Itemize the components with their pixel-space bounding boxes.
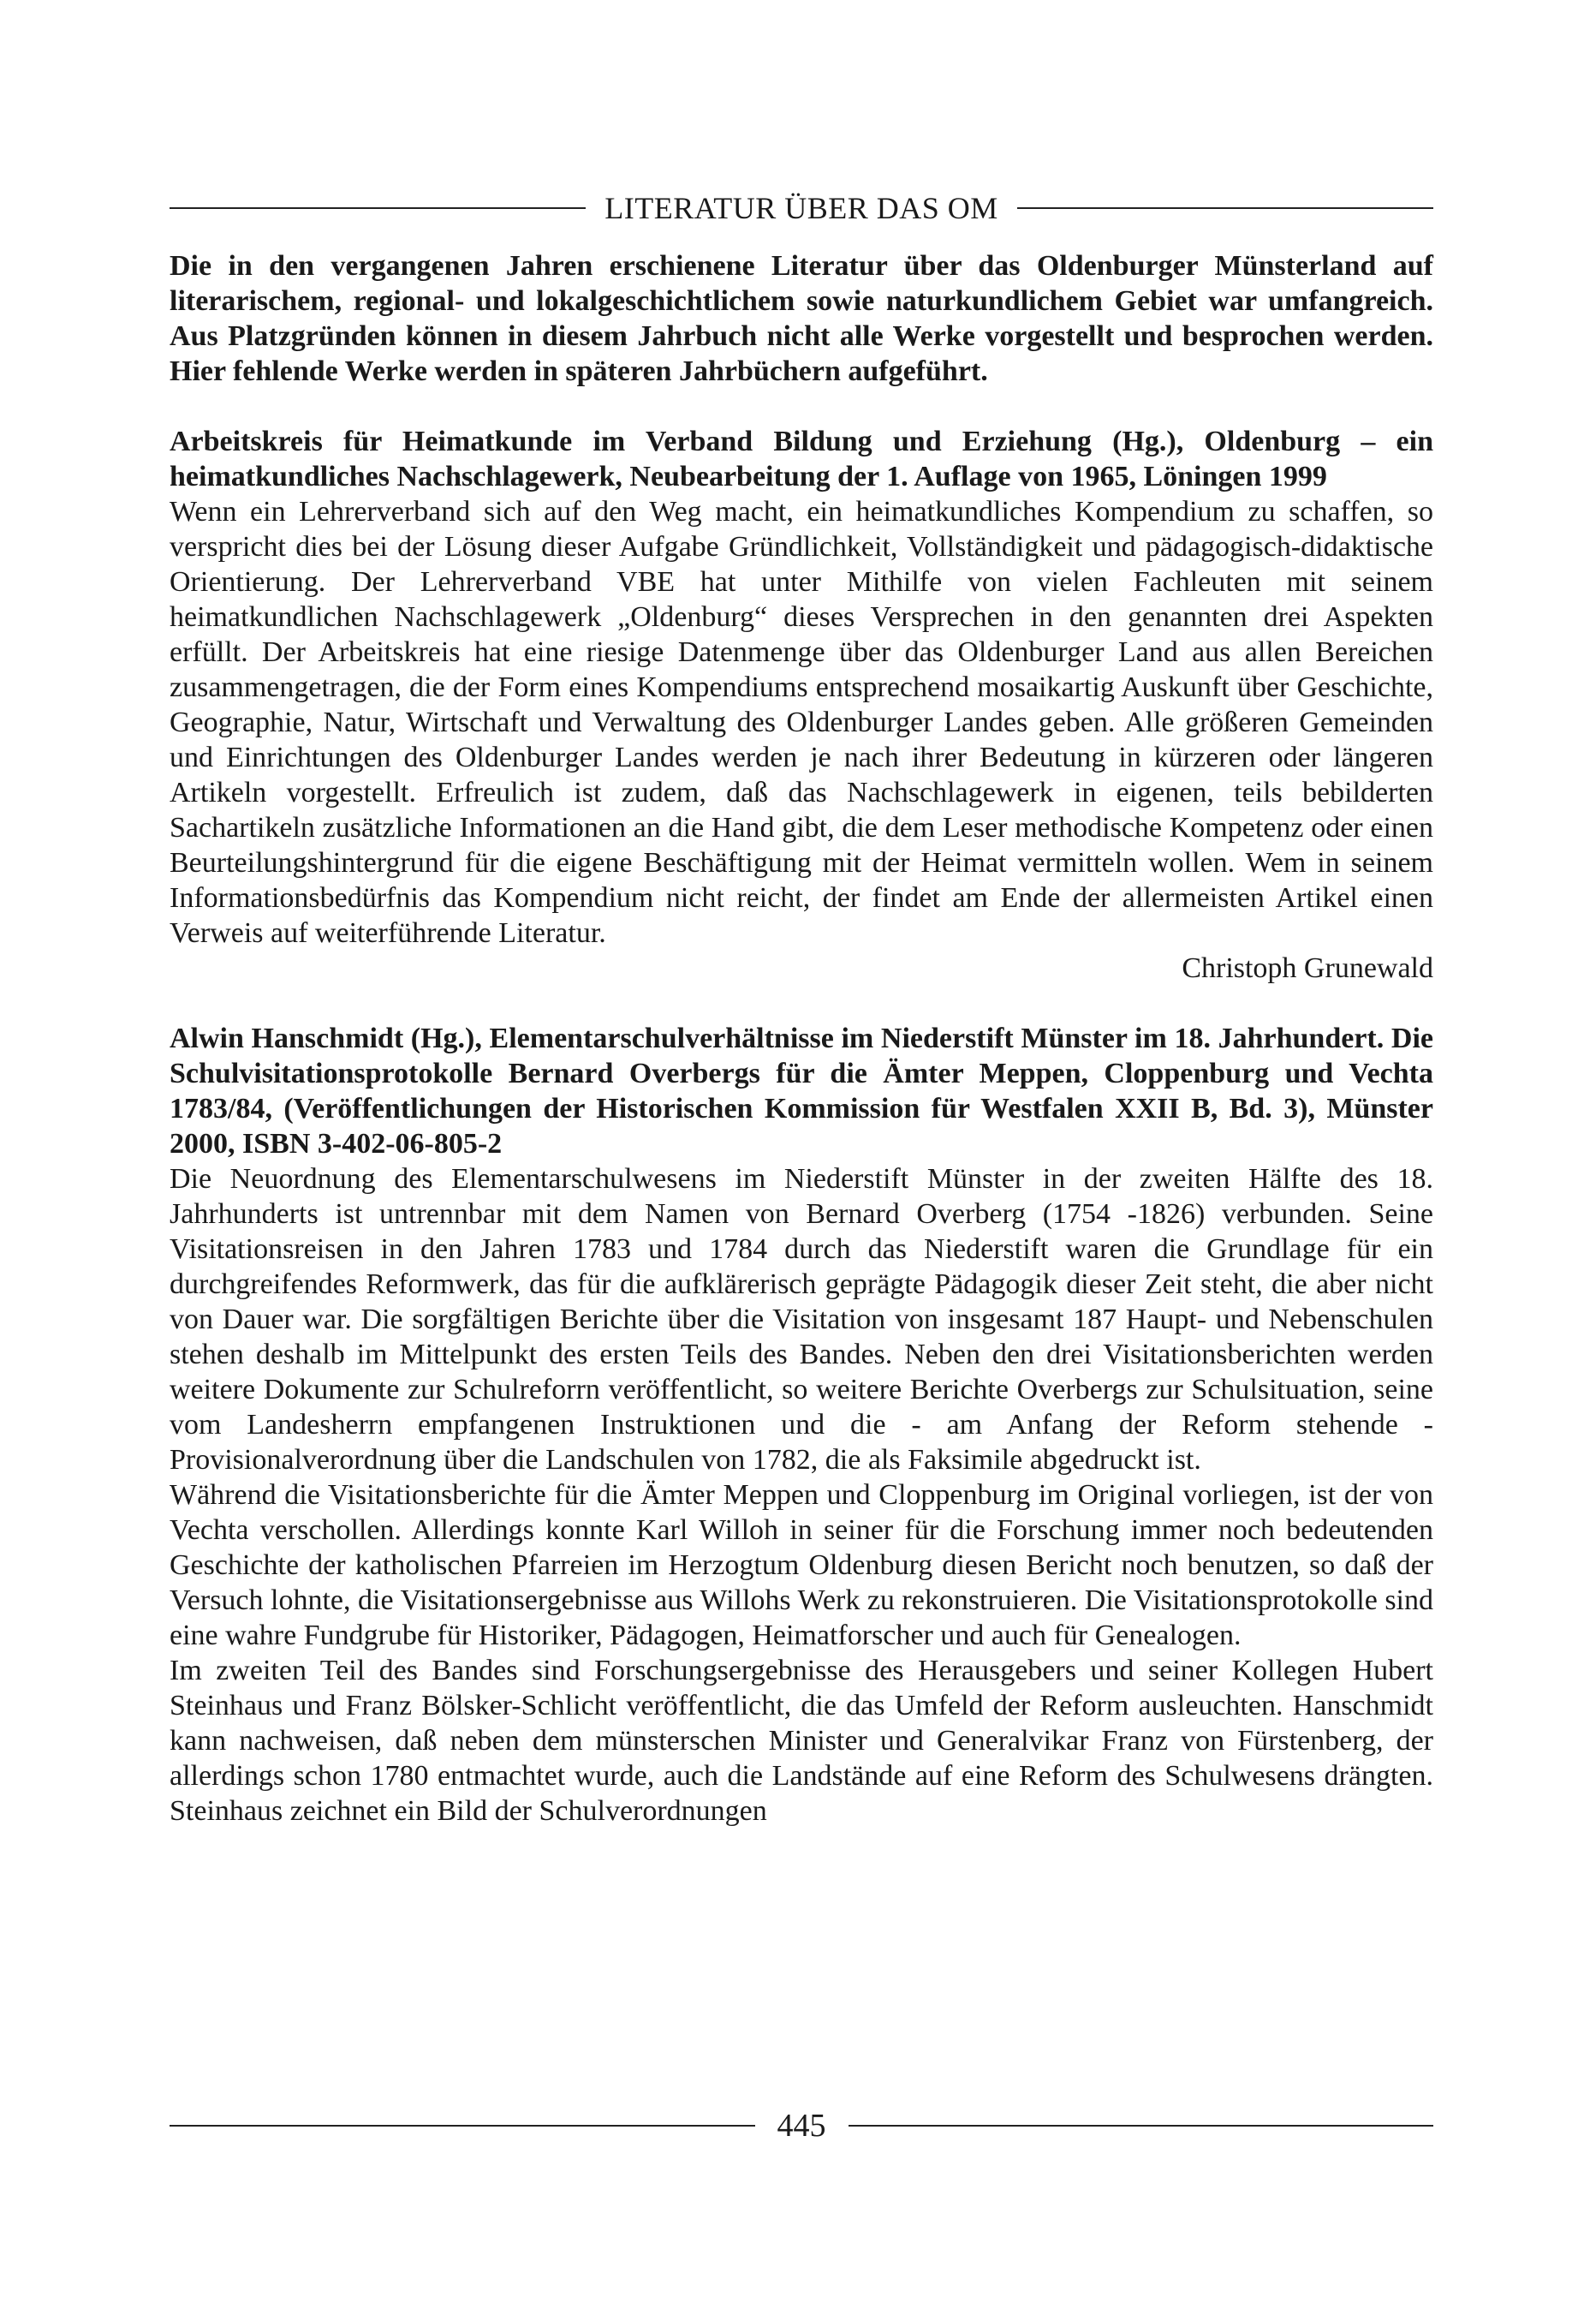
running-header	[170, 190, 1433, 226]
footer-rule-left	[170, 2125, 755, 2127]
page-footer	[170, 2107, 1433, 2145]
review-1	[170, 424, 1433, 986]
review-paragraph: Die Neuordnung des Elementarschulwesens im Niederstift Münster in der zweiten Hälfte des 18. Jahrhunderts ist untrennbar mit dem Namen von Bernard Overberg (1754 -1826) verbunden. Seine Visitationsreisen in den Jahren 1783 und 1784 durch das Niederstift waren die Grundlage für ein durchgreifendes Reformwerk, das für die aufklärerisch geprägte Pädagogik dieser Zeit steht, die aber nicht von Dauer war. Die sorgfältigen Berichte über die Visitation von insgesamt 187 Haupt- und Nebenschulen stehen deshalb im Mittelpunkt des ersten Teils des Bandes. Neben den drei Visitationsberichten werden weitere Dokumente zur Schulreforrn veröffentlicht, so weitere Berichte Overbergs zur Schulsituation, seine vom Landesherrn empfangenen Instruktionen und die - am Anfang der Reform stehende - Provisionalverordnung über die Landschulen von 1782, die als Faksimile abgedruckt ist.	[170, 1163, 1433, 1476]
footer-rule-right	[849, 2125, 1434, 2127]
review-title: Arbeitskreis für Heimatkunde im Verband Bildung und Erziehung (Hg.), Oldenburg – ein heimatkundliches Nachschlagewerk, Neubearbeitung der 1. Auflage von 1965, Löningen 1999	[170, 426, 1433, 492]
review-2	[170, 1021, 1433, 1829]
review-author: Christoph Grunewald	[1182, 952, 1433, 984]
review-title: Alwin Hanschmidt (Hg.), Elementarschulverhältnisse im Niederstift Münster im 18. Jahrhundert. Die Schulvisitationsprotokolle Bernard Overbergs für die Ämter Meppen, Cloppenburg und Vechta 1783/84, (Veröffentlichungen der Historischen Kommission für Westfalen XXII B, Bd. 3), Münster 2000, ISBN 3-402-06-805-2	[170, 1023, 1433, 1160]
review-paragraph: Wenn ein Lehrerverband sich auf den Weg macht, ein heimatkundliches Kompendium zu schaffen, so verspricht dies bei der Lösung dieser Aufgabe Gründlichkeit, Vollständigkeit und pädagogisch-didaktische Orientierung. Der Lehrerverband VBE hat unter Mithilfe von vielen Fachleuten mit seinem heimatkundlichen Nachschlagewerk „Oldenburg“ dieses Versprechen in den genannten drei Aspekten erfüllt. Der Arbeitskreis hat eine riesige Datenmenge über das Oldenburger Land aus allen Bereichen zusammengetragen, die der Form eines Kompendiums entsprechend mosaikartig Auskunft über Geschichte, Geographie, Natur, Wirtschaft und Verwaltung des Oldenburger Landes geben. Alle größeren Gemeinden und Einrichtungen des Oldenburger Landes werden je nach ihrer Bedeutung in kürzeren oder längeren Artikeln vorgestellt. Erfreulich ist zudem, daß das Nachschlagewerk in eigenen, teils bebilderten Sachartikeln zusätzliche Informationen an die Hand gibt, die dem Leser methodische Kompetenz oder einen Beurteilungshintergrund für die eigene Beschäftigung mit der Heimat vermitteln wollen. Wem in seinem Informationsbedürfnis das Kompendium nicht reicht, der findet am Ende der allermeisten Artikel einen Verweis auf weiterführende Literatur.	[170, 496, 1433, 949]
header-rule-left	[170, 207, 586, 209]
header-title: LITERATUR ÜBER DAS OM	[604, 191, 998, 225]
page-content	[170, 248, 1433, 1829]
review-paragraph: Im zweiten Teil des Bandes sind Forschungsergebnisse des Herausgebers und seiner Kollegen Hubert Steinhaus und Franz Bölsker-Schlicht veröffentlicht, die das Umfeld der Reform ausleuchten. Hanschmidt kann nachweisen, daß neben dem münsterschen Minister und Generalvikar Franz von Fürstenberg, der allerdings schon 1780 entmachtet wurde, auch die Landstände auf eine Reform des Schulwesens drängten. Steinhaus zeichnet ein Bild der Schulverordnungen	[170, 1655, 1433, 1827]
intro-paragraph: Die in den vergangenen Jahren erschienene Literatur über das Oldenburger Münsterland auf literarischem, regional- und lokalgeschichtlichem sowie naturkundlichem Gebiet war umfangreich. Aus Platzgründen können in diesem Jahrbuch nicht alle Werke vorgestellt und besprochen werden. Hier fehlende Werke werden in späteren Jahrbüchern aufgeführt.	[170, 250, 1433, 387]
page-number: 445	[777, 2108, 826, 2144]
review-paragraph: Während die Visitationsberichte für die Ämter Meppen und Cloppenburg im Original vorliegen, ist der von Vechta verschollen. Allerdings konnte Karl Willoh in seiner für die Forschung immer noch bedeutenden Geschichte der katholischen Pfarreien im Herzogtum Oldenburg diesen Bericht noch benutzen, so daß der Versuch lohnte, die Visitationsergebnisse aus Willohs Werk zu rekonstruieren. Die Visitationsprotokolle sind eine wahre Fundgrube für Historiker, Pädagogen, Heimatforscher und auch für Genealogen.	[170, 1479, 1433, 1651]
header-rule-right	[1017, 207, 1433, 209]
